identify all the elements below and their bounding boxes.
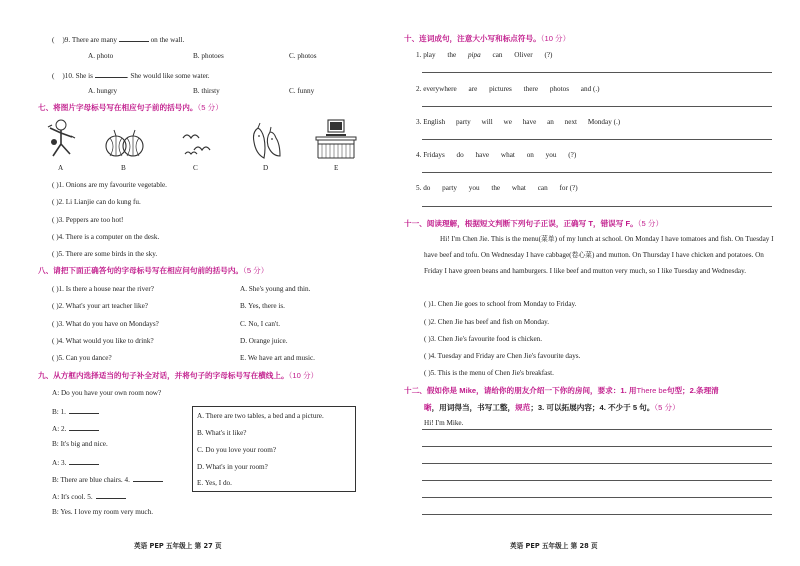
section-8-points: （5 分） bbox=[243, 266, 269, 275]
dialogue-line-8: B: Yes. I love my room very much. bbox=[52, 508, 154, 516]
q10-option-c[interactable]: C. funny bbox=[289, 87, 315, 95]
gloss-cabbage: 卷心菜 bbox=[571, 251, 592, 260]
sec10-item-2: 2. everywhere are pictures there photos and (.) bbox=[416, 85, 600, 93]
dialogue-blank-1[interactable] bbox=[69, 406, 99, 414]
section-11-points: （5 分） bbox=[637, 219, 664, 228]
writing-line[interactable] bbox=[422, 429, 772, 430]
q9-option-c[interactable]: C. photos bbox=[289, 52, 317, 60]
sec11-item-2[interactable]: ( )2. Chen Jie has beef and fish on Monday. bbox=[424, 318, 550, 326]
kung-fu-person-picture bbox=[44, 118, 78, 160]
dialogue-blank-3[interactable] bbox=[69, 457, 99, 465]
sec10-item-4: 4. Fridays do have what on you (?) bbox=[416, 151, 577, 159]
section-7-points: （5 分） bbox=[197, 103, 223, 112]
sec8-answer-c: C. No, I can't. bbox=[240, 320, 281, 328]
sec7-item-5[interactable]: ( )5. There are some birds in the sky. bbox=[52, 250, 158, 258]
right-page-footer: 英语 PEP 五年级上 第 28 页 bbox=[510, 542, 598, 550]
section-7-title: 七、将图片字母标号写在相应句子前的括号内。（5 分） bbox=[38, 103, 223, 112]
section-12-title-cont: 晰，用词得当，书写工整，规范；3. 可以拓展内容；4. 不少于 5 句。（5 分） bbox=[424, 403, 680, 412]
writing-line[interactable] bbox=[422, 463, 772, 464]
left-page-footer: 英语 PEP 五年级上 第 27 页 bbox=[134, 542, 222, 550]
answer-line[interactable] bbox=[422, 172, 772, 173]
dialogue-blank-2[interactable] bbox=[69, 423, 99, 431]
answer-line[interactable] bbox=[422, 72, 772, 73]
q10-number: )10. bbox=[62, 72, 74, 80]
box-option-e: E. Yes, I do. bbox=[197, 479, 232, 487]
q9-line bbox=[52, 34, 184, 45]
sec11-item-5[interactable]: ( )5. This is the menu of Chen Jie's breakfast. bbox=[424, 369, 554, 377]
answer-line[interactable] bbox=[422, 106, 772, 107]
dialogue-line-4: B: It's big and nice. bbox=[52, 440, 108, 448]
onions-picture bbox=[104, 128, 146, 158]
writing-start: Hi! I'm Mike. bbox=[424, 419, 464, 427]
sec11-item-4[interactable]: ( )4. Tuesday and Friday are Chen Jie's favourite days. bbox=[424, 352, 581, 360]
sec7-item-1[interactable]: ( )1. Onions are my favourite vegetable. bbox=[52, 181, 167, 189]
sec8-answer-b: B. Yes, there is. bbox=[240, 302, 285, 310]
q10-option-b[interactable]: B. thirsty bbox=[193, 87, 220, 95]
q9-option-b[interactable]: B. photoes bbox=[193, 52, 224, 60]
answer-line[interactable] bbox=[422, 139, 772, 140]
section-10-title: 十、连词成句，注意大小写和标点符号。（10 分） bbox=[404, 34, 571, 43]
q9-number: )9. bbox=[62, 36, 71, 44]
section-9-title: 九、从方框内选择适当的句子补全对话，并将句子的字母标号写在横线上。（10 分） bbox=[38, 371, 319, 380]
sec10-item-5: 5. do party you the what can for (?) bbox=[416, 184, 578, 192]
pic-label-a: A bbox=[58, 164, 64, 172]
section-8-title: 八、请把下面正确答句的字母标号写在相应问句前的括号内。（5 分） bbox=[38, 266, 269, 275]
q9-text-b: on the wall. bbox=[150, 36, 185, 44]
birds-picture bbox=[180, 128, 214, 160]
sec8-question-5[interactable]: ( )5. Can you dance? bbox=[52, 354, 112, 362]
gloss-menu: 菜单 bbox=[540, 235, 555, 243]
answer-line[interactable] bbox=[422, 206, 772, 207]
sec11-item-1[interactable]: ( )1. Chen Jie goes to school from Monday to Friday. bbox=[424, 300, 577, 308]
box-option-c: C. Do you love your room? bbox=[197, 446, 277, 454]
writing-line[interactable] bbox=[422, 514, 772, 515]
dialogue-line-1: A: Do you have your own room now? bbox=[52, 389, 162, 397]
section-12-title: 十二、假如你是 Mike，请给你的朋友介绍一下你的房间，要求：1. 用There be句型；2.条理清 bbox=[404, 386, 719, 395]
writing-line[interactable] bbox=[422, 497, 772, 498]
highlight-standard: 规范 bbox=[515, 403, 531, 412]
q10-text-a: She is bbox=[75, 72, 93, 80]
sec8-answer-e: E. We have art and music. bbox=[240, 354, 315, 362]
pic-label-c: C bbox=[193, 164, 198, 172]
pic-label-e: E bbox=[334, 164, 339, 172]
highlight-organized: 条理清 bbox=[696, 386, 719, 395]
sec10-item-1: 1. play the pipa can Oliver (?) bbox=[416, 51, 553, 59]
q10-blank[interactable] bbox=[95, 70, 127, 78]
q9-option-a[interactable]: A. photo bbox=[88, 52, 114, 60]
dialogue-line-6: B: There are blue chairs. 4. bbox=[52, 474, 163, 485]
highlight-there-be: There be bbox=[636, 386, 667, 395]
q9-blank[interactable] bbox=[119, 34, 149, 42]
dialogue-line-2: B: 1. bbox=[52, 406, 99, 417]
q9-text-a: There are many bbox=[71, 36, 117, 44]
dialogue-line-3: A: 2. bbox=[52, 423, 99, 434]
reading-passage: Hi! I'm Chen Jie. This is the menu(菜单) of my lunch at school. On Monday I have tomatoes and fish. On Tuesday I have beef and tofu. On Wednesday I have cabbage(卷心菜) and mutton. On Thursday I have chicken and potatoes. On Friday I have green beans and hamburgers. I like beef and mutton very much, so I like Tuesday and Wednesday. bbox=[424, 235, 774, 276]
dialogue-blank-4[interactable] bbox=[133, 474, 163, 482]
sec8-answer-d: D. Orange juice. bbox=[240, 337, 288, 345]
pic-label-d: D bbox=[263, 164, 269, 172]
section-10-points: （10 分） bbox=[540, 34, 571, 43]
section-12-points: （5 分） bbox=[654, 403, 680, 412]
sec10-item-3: 3. English party will we have an next Monday (.) bbox=[416, 118, 621, 126]
computer-on-desk-picture bbox=[314, 118, 358, 160]
sec7-item-4[interactable]: ( )4. There is a computer on the desk. bbox=[52, 233, 160, 241]
box-option-d: D. What's in your room? bbox=[197, 463, 268, 471]
pic-label-b: B bbox=[121, 164, 126, 172]
dialogue-blank-5[interactable] bbox=[96, 491, 126, 499]
sec8-question-2[interactable]: ( )2. What's your art teacher like? bbox=[52, 302, 148, 310]
dialogue-line-5: A: 3. bbox=[52, 457, 99, 468]
q10-text-b: . She would like some water. bbox=[126, 72, 210, 80]
q10-line bbox=[52, 70, 210, 81]
sec7-item-3[interactable]: ( )3. Peppers are too hot! bbox=[52, 216, 124, 224]
writing-line[interactable] bbox=[422, 480, 772, 481]
sec8-question-4[interactable]: ( )4. What would you like to drink? bbox=[52, 337, 154, 345]
sec8-question-1[interactable]: ( )1. Is there a house near the river? bbox=[52, 285, 154, 293]
answer-choice-box bbox=[192, 406, 356, 492]
sec11-item-3[interactable]: ( )3. Chen Jie's favourite food is chicken. bbox=[424, 335, 543, 343]
box-option-a: A. There are two tables, a bed and a picture. bbox=[197, 412, 324, 420]
section-11-title: 十一、阅读理解，根据短文判断下列句子正误，正确写 T，错误写 F。（5 分） bbox=[404, 219, 664, 228]
peppers-picture bbox=[248, 122, 284, 160]
dialogue-line-7: A: It's cool. 5. bbox=[52, 491, 126, 502]
writing-line[interactable] bbox=[422, 446, 772, 447]
q10-option-a[interactable]: A. hungry bbox=[88, 87, 118, 95]
answer-paren: ( bbox=[52, 72, 55, 80]
section-9-points: （10 分） bbox=[288, 371, 319, 380]
sec7-item-2[interactable]: ( )2. Li Lianjie can do kung fu. bbox=[52, 198, 141, 206]
answer-paren: ( bbox=[52, 36, 55, 44]
box-option-b: B. What's it like? bbox=[197, 429, 247, 437]
sec8-answer-a: A. She's young and thin. bbox=[240, 285, 311, 293]
sec8-question-3[interactable]: ( )3. What do you have on Mondays? bbox=[52, 320, 159, 328]
